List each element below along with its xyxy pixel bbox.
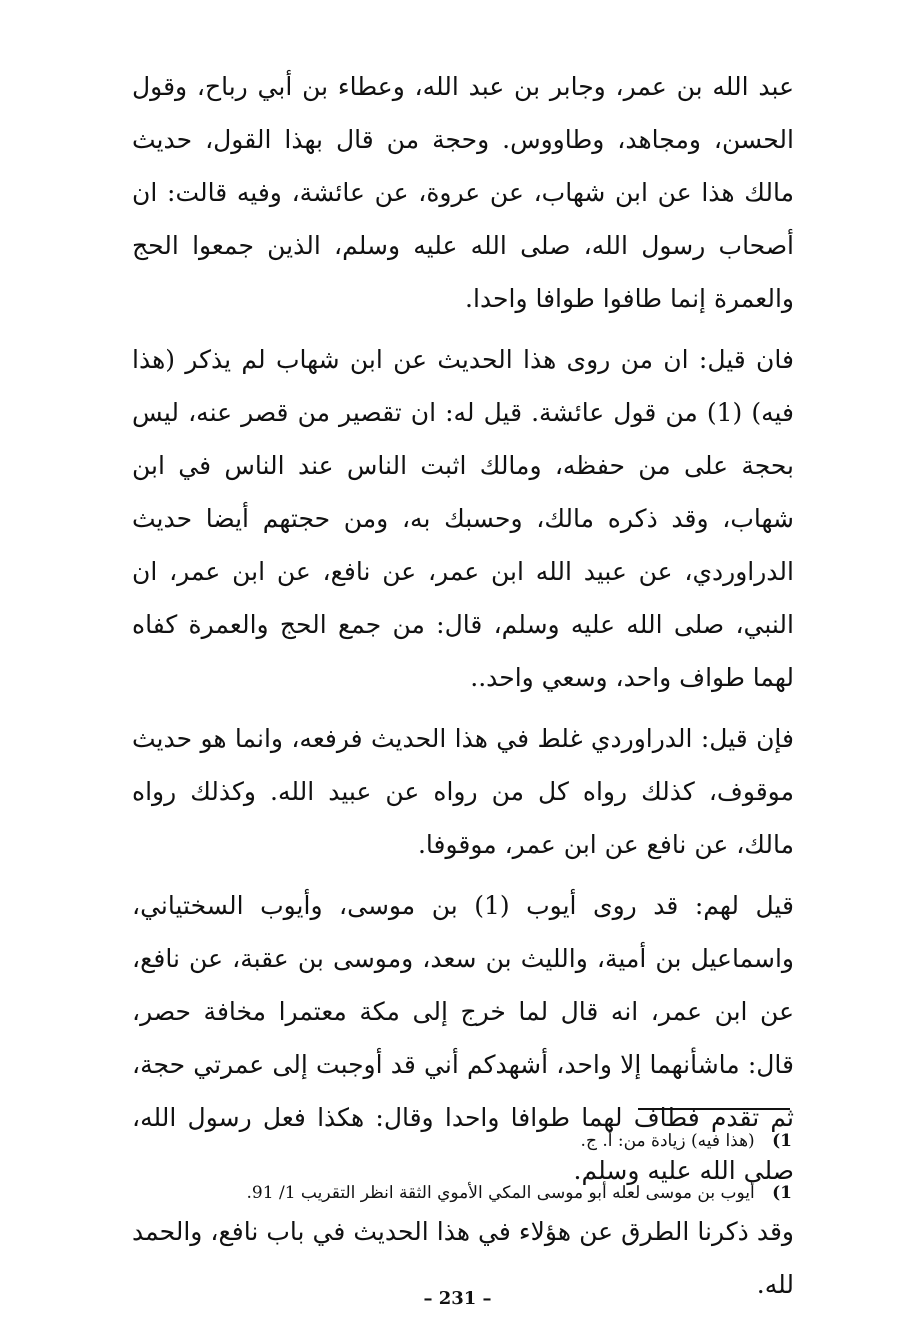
- paragraph-1: عبد الله بن عمر، وجابر بن عبد الله، وعطاء بن أبي رباح، وقول الحسن، ومجاهد، وطاووس. وحجة من قال بهذا القول، حديث مالك هذا عن ابن شهاب، عن عروة، عن عائشة، وفيه قالت: ان أصحاب رسول الله، صلى الله عليه وسلم، الذين جمعوا الحج والعمرة إنما طافوا طوافا واحدا.: [132, 72, 794, 313]
- footnote-2: [180, 1180, 792, 1206]
- footnote-2-number: 1): [772, 1183, 792, 1203]
- paragraph-3: فإن قيل: الدراوردي غلط في هذا الحديث فرفعه، وانما هو حديث موقوف، كذلك رواه كل من رواه عن عبيد الله. وكذلك رواه مالك، عن نافع عن ابن عمر، موقوفا.: [132, 724, 794, 859]
- page-number: – 231 –: [423, 1288, 492, 1309]
- footnote-1-text: (هذا فيه) زيادة من: أ. ج.: [580, 1131, 755, 1151]
- footnotes: [180, 1128, 792, 1232]
- footnote-1: [180, 1128, 792, 1154]
- paragraph-5: وقد ذكرنا الطرق عن هؤلاء في هذا الحديث في باب نافع، والحمد لله.: [132, 1217, 794, 1299]
- footnote-2-text: أيوب بن موسى لعله أبو موسى المكي الأموي الثقة انظر التقريب 1/ 91.: [246, 1183, 755, 1203]
- paragraph-4: قيل لهم: قد روى أيوب (1) بن موسى، وأيوب السختياني، واسماعيل بن أمية، والليث بن سعد، وموسى بن عقبة، عن نافع، عن ابن عمر، انه قال لما خرج إلى مكة معتمرا مخافة حصر، قال: ماشأنهما إلا واحد، أشهدكم أني قد أوجبت إلى عمرتي حجة، ثم تقدم فطاف لهما طوافا واحدا وقال: هكذا فعل رسول الله، صلى الله عليه وسلم.: [132, 891, 794, 1185]
- paragraph-2: فان قيل: ان من روى هذا الحديث عن ابن شهاب لم يذكر (هذا فيه) (1) من قول عائشة. قيل له: ان تقصير من قصر عنه، ليس بحجة على من حفظه، ومالك اثبت الناس عند الناس في ابن شهاب، وقد ذكره مالك، وحسبك به، ومن حجتهم أيضا حديث الدراوردي، عن عبيد الله ابن عمر، عن نافع، عن ابن عمر، ان النبي، صلى الله عليه وسلم، قال: من جمع الحج والعمرة كفاه لهما طواف واحد، وسعي واحد..: [132, 345, 794, 692]
- footnote-1-number: 1): [772, 1131, 792, 1151]
- footnote-divider: [638, 1108, 790, 1110]
